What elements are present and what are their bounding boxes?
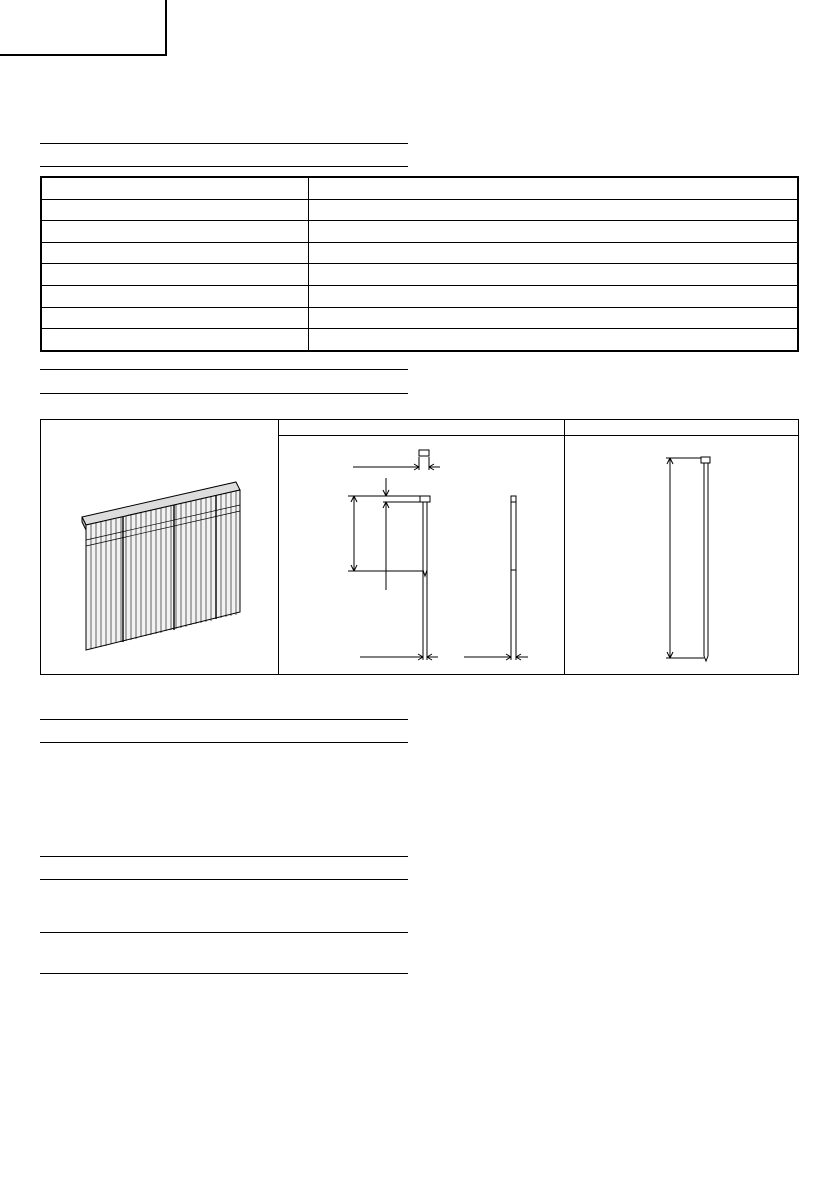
spec-label bbox=[41, 177, 309, 199]
table-row bbox=[41, 177, 798, 199]
spec-value bbox=[309, 221, 799, 243]
nail-length-drawing bbox=[564, 420, 799, 676]
nail-strip-panel bbox=[41, 420, 279, 674]
nail-dimension-panel bbox=[278, 420, 565, 674]
table-row bbox=[41, 286, 798, 308]
spec-label bbox=[41, 329, 309, 351]
section-rule bbox=[40, 742, 408, 743]
section-rule bbox=[40, 879, 408, 880]
section-rule bbox=[40, 166, 408, 167]
nail-length-panel bbox=[564, 420, 798, 674]
spec-label bbox=[41, 199, 309, 221]
spec-value bbox=[309, 307, 799, 329]
table-row bbox=[41, 199, 798, 221]
section-rule bbox=[40, 719, 408, 720]
section-rule bbox=[40, 973, 408, 974]
table-row bbox=[41, 221, 798, 243]
section-rule bbox=[40, 932, 408, 933]
specifications-table bbox=[40, 176, 799, 352]
table-row bbox=[41, 329, 798, 351]
nail-strip-illustration bbox=[41, 420, 278, 676]
spec-label bbox=[41, 221, 309, 243]
spec-value bbox=[309, 286, 799, 308]
table-row bbox=[41, 307, 798, 329]
table-row bbox=[41, 242, 798, 264]
section-rule bbox=[40, 143, 408, 144]
nail-figure bbox=[40, 419, 799, 675]
spec-value bbox=[309, 242, 799, 264]
spec-value bbox=[309, 264, 799, 286]
spec-value bbox=[309, 329, 799, 351]
spec-label bbox=[41, 307, 309, 329]
section-rule bbox=[40, 369, 408, 370]
nail-dimension-drawing bbox=[278, 420, 564, 676]
table-row bbox=[41, 264, 798, 286]
spec-label bbox=[41, 242, 309, 264]
spec-label bbox=[41, 286, 309, 308]
page-tab bbox=[0, 0, 167, 56]
section-rule bbox=[40, 856, 408, 857]
spec-value bbox=[309, 199, 799, 221]
spec-label bbox=[41, 264, 309, 286]
spec-value bbox=[309, 177, 799, 199]
section-rule bbox=[40, 393, 408, 394]
